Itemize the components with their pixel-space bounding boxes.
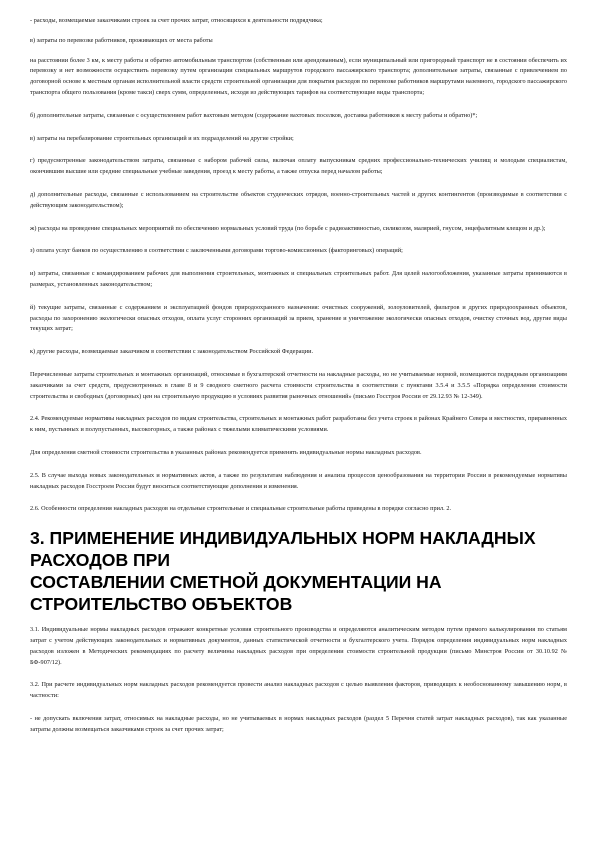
paragraph: б) дополнительные затраты, связанные с осуществлением работ вахтовым методом (содержание вахтовых поселков, доставка работников к месту работы и обратно)*; xyxy=(30,111,478,119)
heading-line: СОСТАВЛЕНИИ СМЕТНОЙ ДОКУМЕНТАЦИИ НА xyxy=(30,572,442,593)
paragraph: 3.2. При расчете индивидуальных норм накладных расходов рекомендуется провести анализ накладных расходов с целью выявления факторов, приводящих к необоснованному завышению норм, в частности: xyxy=(30,681,567,700)
paragraph: - не допускать включения затрат, относимых на накладные расходы, но не учитываемых в нормах накладных расходов (раздел 5 Перечня статей затрат накладных расходов), так как указанные затраты должны возмещаться заказчиками строек за счет прочих затрат; xyxy=(30,714,567,733)
heading-line: СТРОИТЕЛЬСТВО ОБЪЕКТОВ xyxy=(30,594,293,615)
paragraph: на расстоянии более 3 км, к месту работы и обратно автомобильным транспортом (собственным или арендованным), если муниципальный или пригородный транспорт не в состоянии обеспечить их перевозку и нет возможности осуществить перевозку путем организации специальных маршрутов городского пассажирского транспорта; дополнительные затраты, связанные с привлечением по договорной основе к местным органам исполнительной власти средств строительной организации для покрытия расходов по перевозке работников маршрутами наземного, городского пассажирского транспорта общего пользования (кроме такси) сверх сумм, определенных, исходя из действующих тарифов на соответствующие виды транспорта; xyxy=(30,56,567,96)
paragraph: к) другие расходы, возмещаемые заказчиком в соответствии с законодательством Российской Федерации. xyxy=(30,348,314,356)
paragraph: Перечисленные затраты строительных и монтажных организаций, относимые в бухгалтерской отчетности на накладные расходы, но не учитываемые нормой, возмещаются подрядным организациям заказчиками за счет средств, предусмотренных в главе 8 и 9 сводного сметного расчета стоимости строительства в соответствии с пунктами 3.5.4 и 3.5.5 «Порядка определения стоимости строительства и свободных (договорных) цен на строительную продукцию в условиях развития рыночных отношений» (письмо Госстроя России от 29.12.93 № 12-349). xyxy=(30,370,567,400)
paragraph: в) затраты на перебазирование строительных организаций и их подразделений на другие стройки; xyxy=(30,134,294,142)
paragraph: д) дополнительные расходы, связанные с использованием на строительстве объектов студенческих отрядов, военно-строительных частей и других контингентов (производимые в соответствии с действующим законодательством); xyxy=(30,190,567,209)
paragraph: ж) расходы на проведение специальных мероприятий по обеспечению нормальных условий труда (по борьбе с радиоактивностью, силикозом, малярией, гнусом, энцефалитным клещом и др.); xyxy=(30,224,546,232)
paragraph: Для определения сметной стоимости строительства в указанных районах рекомендуется применять индивидуальные нормы накладных расходов. xyxy=(30,448,422,456)
top-paragraphs xyxy=(30,16,567,515)
heading-line: РАСХОДОВ ПРИ xyxy=(30,550,171,571)
paragraph: г) предусмотренные законодательством затраты, связанные с набором рабочей силы, включая оплату выпускникам средних профессионально-технических училищ и молодым специалистам, окончившим высшие или средние специальные учебные заведения, проезд к месту работы, а также отпуска перед началом работы; xyxy=(30,157,567,176)
paragraph: - расходы, возмещаемые заказчиками строек за счет прочих затрат, относящихся к деятельности подрядчика; xyxy=(30,17,323,24)
paragraph: в) затраты по перевозке работников, проживающих от места работы xyxy=(30,36,213,44)
paragraph: 3.1. Индивидуальные нормы накладных расходов отражают конкретные условия строительного производства и определяются аналитическим методом путем прямого калькулирования по статьям затрат с учетом действующих законодательных и нормативных документов, данных статистической отчетности и бухгалтерского учета. Порядок определения индивидуальных норм накладных расходов изложен в Методических рекомендациях по расчету величины накладных расходов при определении стоимости строительной продукции (письмо Минстроя России от 30.10.92 № БФ-907/12). xyxy=(30,626,567,666)
heading-line: 3. ПРИМЕНЕНИЕ ИНДИВИДУАЛЬНЫХ НОРМ НАКЛАДНЫХ xyxy=(30,528,536,549)
paragraph: 2.5. В случае выхода новых законодательных и нормативных актов, а также по результатам наблюдения и анализа процессов ценообразования на территории России в рекомендуемые нормативы накладных расходов Госстроем России будут вноситься соответствующие дополнения и изменения. xyxy=(30,471,567,490)
section-heading xyxy=(30,527,567,615)
bottom-paragraphs xyxy=(30,625,567,735)
paragraph: й) текущие затраты, связанные с содержанием и эксплуатацией фондов природоохранного назначения: очистных сооружений, золоуловителей, фильтров и других природоохранных объектов, расходы по захоронению экологически опасных отходов, оплата услуг сторонних организаций за прием, хранение и уничтожение экологически опасных отходов, очистку сточных вод, другие виды текущих затрат; xyxy=(30,303,567,333)
paragraph: з) оплата услуг банков по осуществлению в соответствии с заключенными договорами торгово-комиссионных (факторинговых) операций; xyxy=(30,247,403,255)
paragraph: 2.4. Рекомендуемые нормативы накладных расходов по видам строительства, строительных и монтажных работ разработаны без учета строек в районах Крайнего Севера и местностях, приравненных к ним, пустынных и полупустынных, высокогорных, а также районах с тяжелыми климатическими условиями. xyxy=(30,415,567,434)
paragraph: и) затраты, связанные с командированием рабочих для выполнения строительных, монтажных и специальных строительных работ. Для целей налогообложения, указанные затраты принимаются в размерах, установленных законодательством; xyxy=(30,270,567,288)
paragraph: 2.6. Особенности определения накладных расходов на отдельные строительные и специальные строительные работы приведены в порядке согласно прил. 2. xyxy=(30,505,452,513)
